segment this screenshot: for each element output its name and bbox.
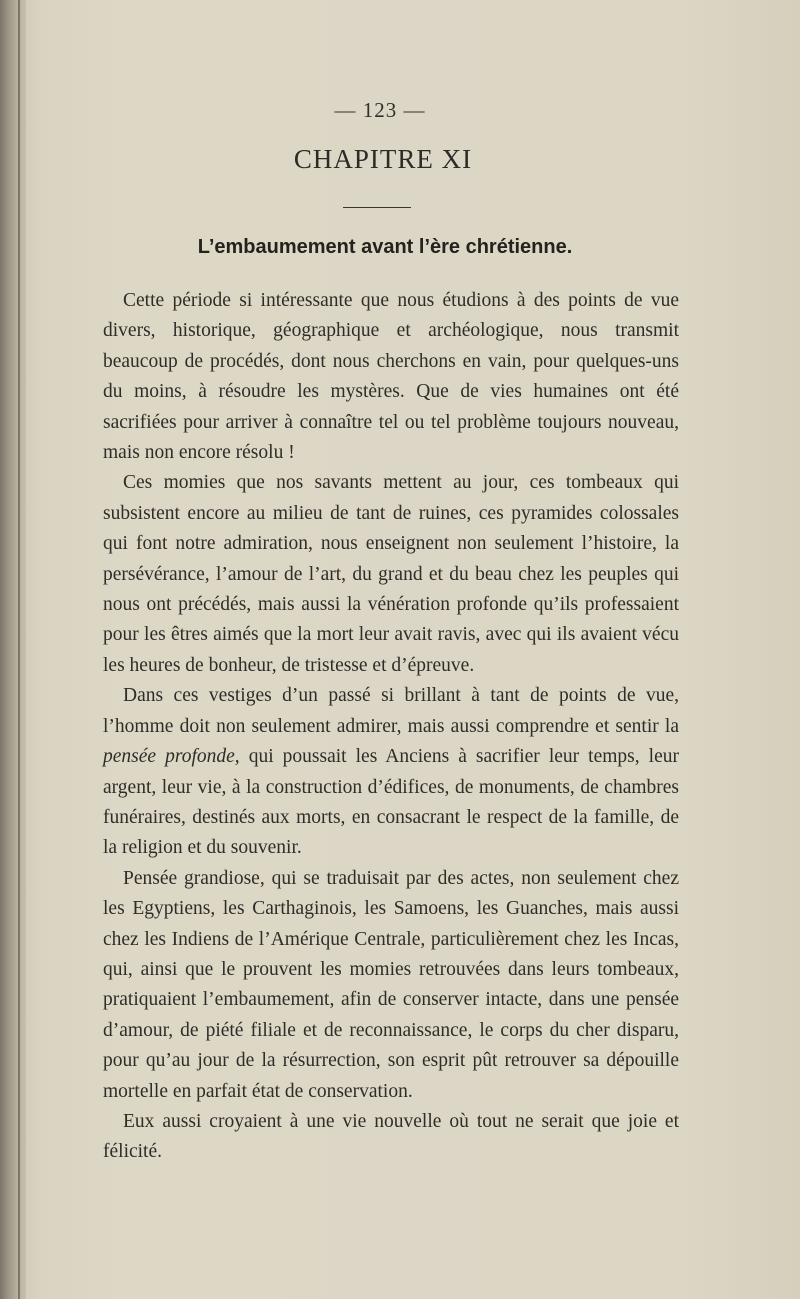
page-number: — 123 — — [334, 98, 426, 122]
page-binding-edge — [0, 0, 26, 1299]
emphasized-phrase: pensée profonde — [103, 746, 235, 768]
paragraph-1-text: Cette période si intéressante que nous étudions à des points de vue divers, historique, géographique et archéologique, nous transmit beaucoup de procédés, dont nous cherchons en vain, pour quelques-uns du moins, à résoudre les mystères. Que de vies humaines ont été sacrifiées pour arriver à connaître tel ou tel problème toujours nouveau, mais non encore résolu ! — [103, 290, 679, 464]
paragraph-4-text: Pensée grandiose, qui se traduisait par des actes, non seulement chez les Egyptiens, les Carthaginois, les Samoens, les Guanches, mais aussi chez les Indiens de l’Amérique Centrale, particulièrement chez les Incas, qui, ainsi que le prouvent les momies retrouvées dans leurs tombeaux, pratiquaient l’embaumement, afin de conserver intacte, dans une pensée d’amour, de piété filiale et de reconnaissance, le corps du cher disparu, pour qu’au jour de la résurrection, son esprit pût retrouver sa dépouille mortelle en parfait état de conservation. — [103, 867, 679, 1102]
paragraph-2-text: Ces momies que nos savants mettent au jour, ces tombeaux qui subsistent encore au milieu de tant de ruines, ces pyramides colossales qui font notre admiration, nous enseignent non seulement l’histoire, la persévérance, l’amour de l’art, du grand et du beau chez les peuples qui nous ont précédés, mais aussi la vénération profonde qu’ils professaient pour les êtres aimés que la mort leur avait ravis, avec qui ils avaient vécu les heures de bonheur, de tristesse et d’épreuve. — [103, 472, 679, 676]
paragraph-5 — [103, 1107, 679, 1168]
paragraph-5-text: Eux aussi croyaient à une vie nouvelle où tout ne serait que joie et félicité. — [103, 1110, 679, 1163]
paragraph-3 — [103, 681, 679, 863]
binding-shadow-line — [18, 0, 20, 1299]
body-text — [103, 286, 679, 1168]
paragraph-2 — [103, 468, 679, 681]
section-title: L’embaumement avant l’ère chrétienne. — [197, 236, 573, 258]
paragraph-1 — [103, 286, 679, 468]
title-divider — [343, 207, 411, 208]
paragraph-4 — [103, 864, 679, 1107]
paragraph-3-text-start: Dans ces vestiges d’un passé si brillant à tant de points de vue, l’homme doit non seulement admirer, mais aussi comprendre et sentir la — [103, 685, 679, 737]
chapter-title: CHAPITRE XI — [293, 144, 473, 174]
paragraph-3-text-end: , qui poussait les Anciens à sacrifier leur temps, leur argent, leur vie, à la construction d’édifices, de monuments, de chambres funéraires, destinés aux morts, en consacrant le respect de la famille, de la religion et du souvenir. — [103, 746, 679, 859]
